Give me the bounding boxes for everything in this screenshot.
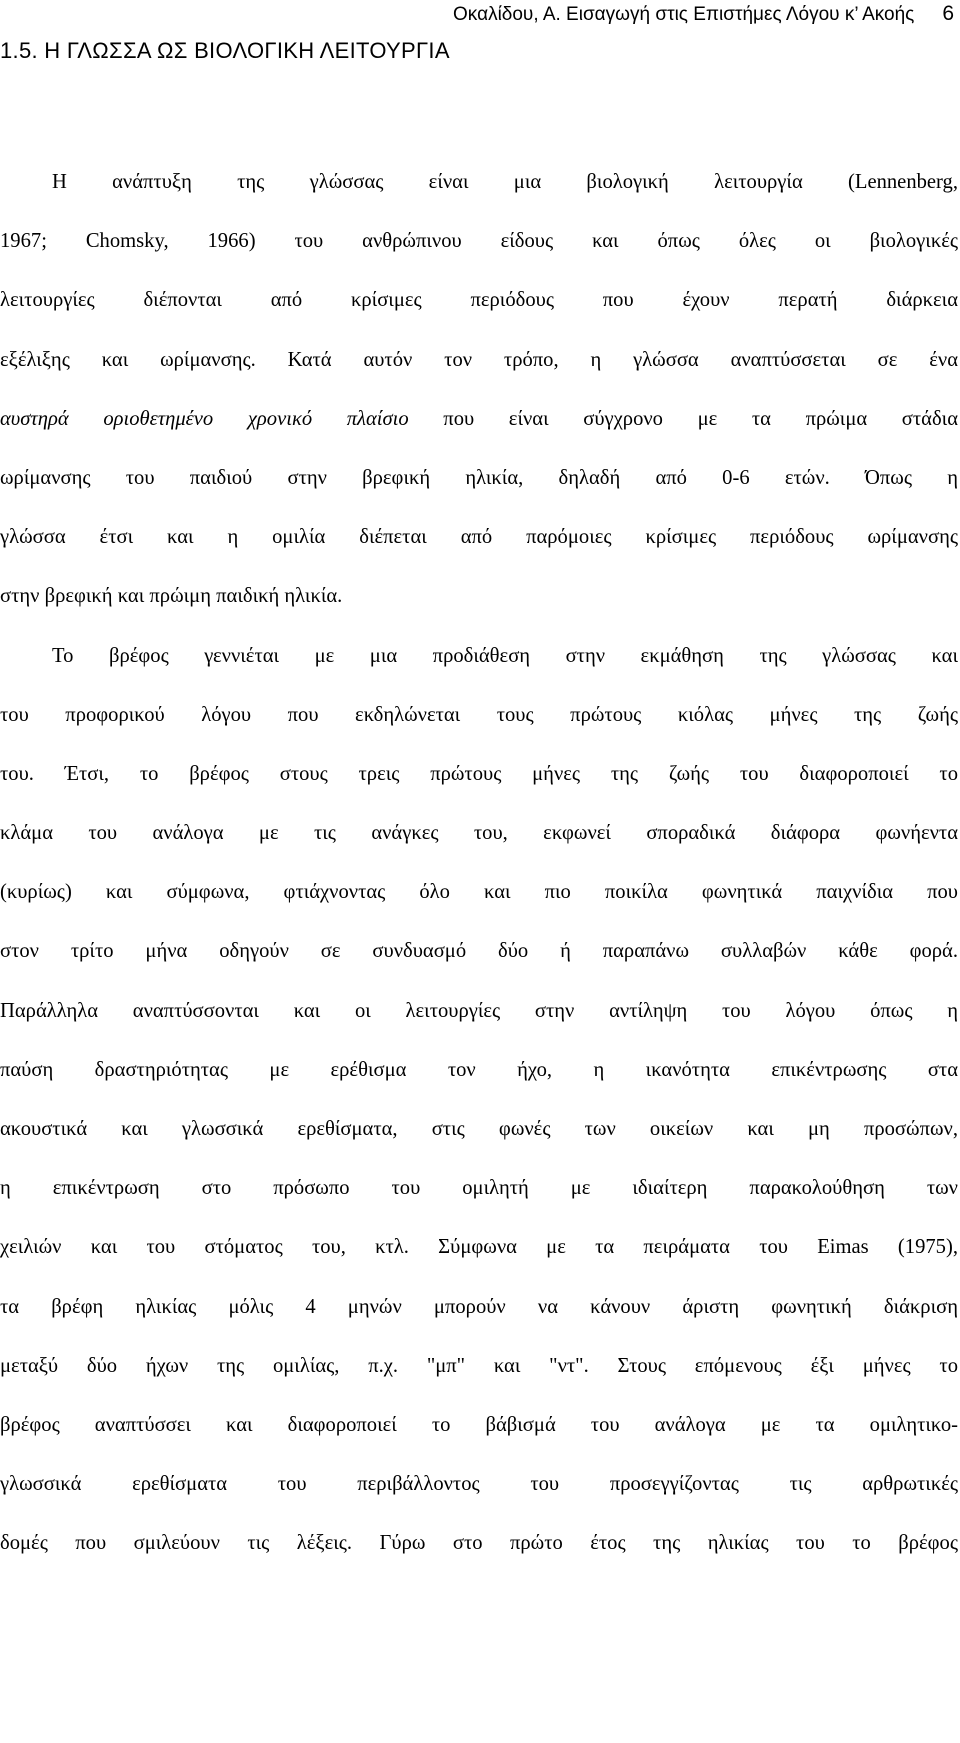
emphasized-phrase: αυστηρά οριοθετημένο χρονικό πλαίσιο	[0, 407, 409, 430]
text-line: 1967; Chomsky, 1966) του ανθρώπινου είδους και όπως όλες οι βιολογικές	[0, 230, 958, 253]
section-title: 1.5. Η ΓΛΩΣΣΑ ΩΣ ΒΙΟΛΟΓΙΚΗ ΛΕΙΤΟΥΡΓΙΑ	[0, 38, 450, 63]
text-line	[0, 390, 958, 449]
text-line: παύση δραστηριότητας με ερέθισμα τον ήχο, η ικανότητα επικέντρωσης στα	[0, 1058, 958, 1081]
paragraph-1	[0, 153, 958, 627]
text-line: χειλιών και του στόματος του, κτλ. Σύμφωνα με τα πειράματα του Eimas (1975),	[0, 1236, 958, 1259]
body-text	[0, 153, 958, 1574]
text-line: στον τρίτο μήνα οδηγούν σε συνδυασμό δύο ή παραπάνω συλλαβών κάθε φορά.	[0, 940, 958, 963]
text-line: βρέφος αναπτύσσει και διαφοροποιεί το βάβισμά του ανάλογα με τα ομιλητικο-	[0, 1413, 958, 1436]
text-line: ωρίμανσης του παιδιού στην βρεφική ηλικία, δηλαδή από 0-6 ετών. Όπως η	[0, 466, 958, 489]
text-line: του. Έτσι, το βρέφος στους τρεις πρώτους μήνες της ζωής του διαφοροποιεί το	[0, 762, 958, 785]
text-line: (κυρίως) και σύμφωνα, φτιάχνοντας όλο και πιο ποικίλα φωνητικά παιχνίδια που	[0, 881, 958, 904]
page-number: 6	[942, 2, 954, 25]
paragraph-2	[0, 627, 958, 1574]
text-line: η επικέντρωση στο πρόσωπο του ομιλητή με ιδιαίτερη παρακολούθηση των	[0, 1177, 958, 1200]
text-line: γλώσσα έτσι και η ομιλία διέπεται από παρόμοιες κρίσιμες περιόδους ωρίμανσης	[0, 526, 958, 549]
text-line: λειτουργίες διέπονται από κρίσιμες περιόδους που έχουν περατή διάρκεια	[0, 289, 958, 312]
text-line: Παράλληλα αναπτύσσονται και οι λειτουργίες στην αντίληψη του λόγου όπως η	[0, 999, 958, 1022]
text-fragment: που είναι σύγχρονο με τα πρώιμα στάδια	[408, 407, 958, 430]
text-line: του προφορικού λόγου που εκδηλώνεται τους πρώτους κιόλας μήνες της ζωής	[0, 703, 958, 726]
text-line: τα βρέφη ηλικίας μόλις 4 μηνών μπορούν να κάνουν άριστη φωνητική διάκριση	[0, 1295, 958, 1318]
text-line: εξέλιξης και ωρίμανσης. Κατά αυτόν τον τρόπο, η γλώσσα αναπτύσσεται σε ένα	[0, 348, 958, 371]
text-line: Η ανάπτυξη της γλώσσας είναι μια βιολογική λειτουργία (Lennenberg,	[52, 171, 958, 193]
text-line: μεταξύ δύο ήχων της ομιλίας, π.χ. "μπ" και "ντ". Στους επόμενους έξι μήνες το	[0, 1354, 958, 1377]
text-line: γλωσσικά ερεθίσματα του περιβάλλοντος του προσεγγίζοντας τις αρθρωτικές	[0, 1473, 958, 1496]
text-line: στην βρεφική και πρώιμη παιδική ηλικία.	[0, 585, 343, 608]
text-line: ακουστικά και γλωσσικά ερεθίσματα, στις φωνές των οικείων και μη προσώπων,	[0, 1118, 958, 1140]
text-line: δομές που σμιλεύουν τις λέξεις. Γύρω στο πρώτο έτος της ηλικίας του το βρέφος	[0, 1532, 958, 1555]
running-header	[453, 0, 954, 28]
running-title: Οκαλίδου, Α. Εισαγωγή στις Επιστήμες Λόγου κ’ Ακοής	[453, 4, 915, 25]
text-line: Το βρέφος γεννιέται με μια προδιάθεση στην εκμάθηση της γλώσσας και	[52, 644, 958, 667]
text-line: κλάμα του ανάλογα με τις ανάγκες του, εκφωνεί σποραδικά διάφορα φωνήεντα	[0, 822, 958, 845]
